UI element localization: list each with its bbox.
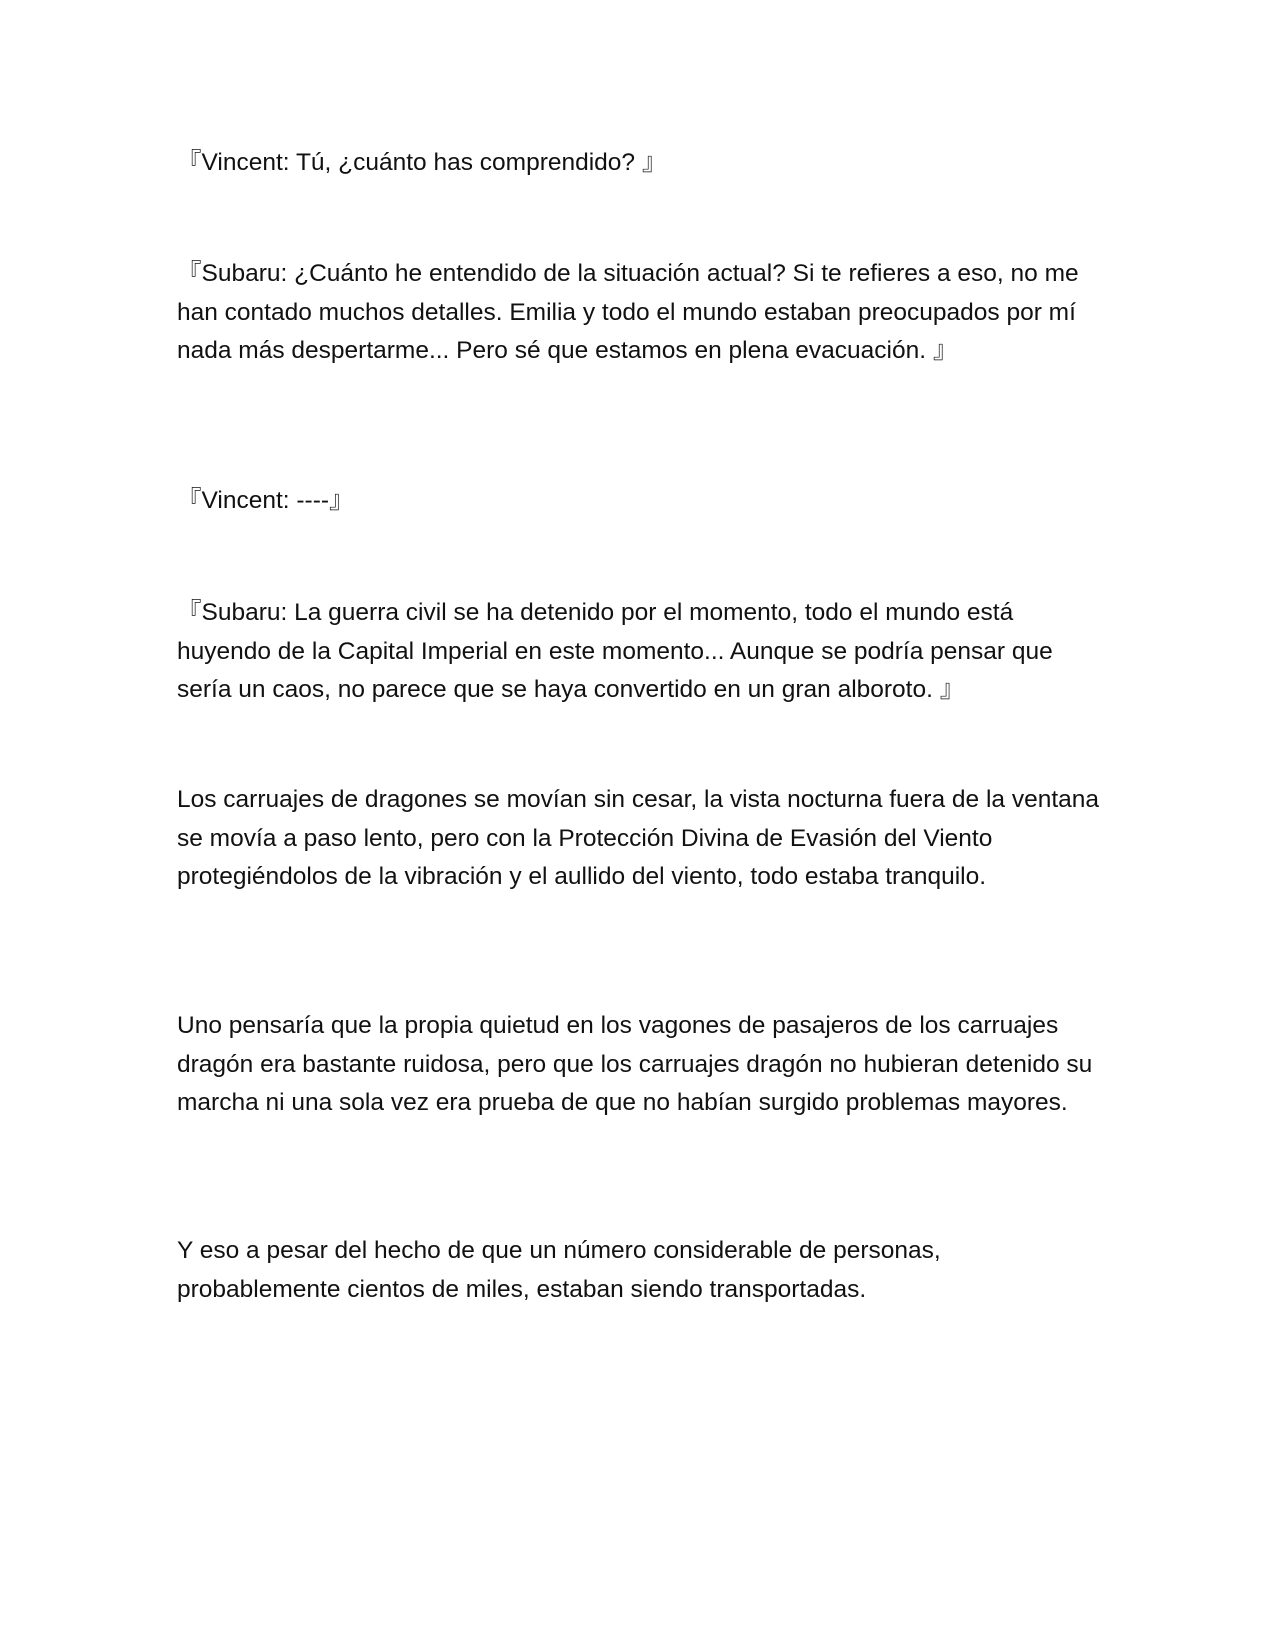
- paragraph-vincent-question: 『Vincent: Tú, ¿cuánto has comprendido? 』: [177, 149, 667, 176]
- paragraph-subaru-answer: 『Subaru: ¿Cuánto he entendido de la situación actual? Si te refieres a eso, no me han contado muchos detalles. Emilia y todo el mundo estaban preocupados por mí nada más despertarme... Pero sé que estamos en plena evacuación. 』: [177, 260, 1086, 364]
- paragraph-vincent-silence: 『Vincent: ----』: [177, 487, 354, 514]
- paragraph-narration-people: Y eso a pesar del hecho de que un número considerable de personas, probablemente cientos de miles, estaban siendo transportadas.: [177, 1237, 948, 1303]
- paragraph-narration-quietude: Uno pensaría que la propia quietud en los vagones de pasajeros de los carruajes dragón era bastante ruidosa, pero que los carruajes dragón no hubieran detenido su marcha ni una sola vez era prueba de que no habían surgido problemas mayores.: [177, 1012, 1100, 1116]
- paragraph-subaru-civil-war: 『Subaru: La guerra civil se ha detenido por el momento, todo el mundo está huyendo de la Capital Imperial en este momento... Aunque se podría pensar que sería un caos, no parece que se haya convertido en un gran alboroto. 』: [177, 599, 1060, 703]
- paragraph-narration-carriages: Los carruajes de dragones se movían sin cesar, la vista nocturna fuera de la ventana se movía a paso lento, pero con la Protección Divina de Evasión del Viento protegiéndolos de la vibración y el aullido del viento, todo estaba tranquilo.: [177, 786, 1106, 890]
